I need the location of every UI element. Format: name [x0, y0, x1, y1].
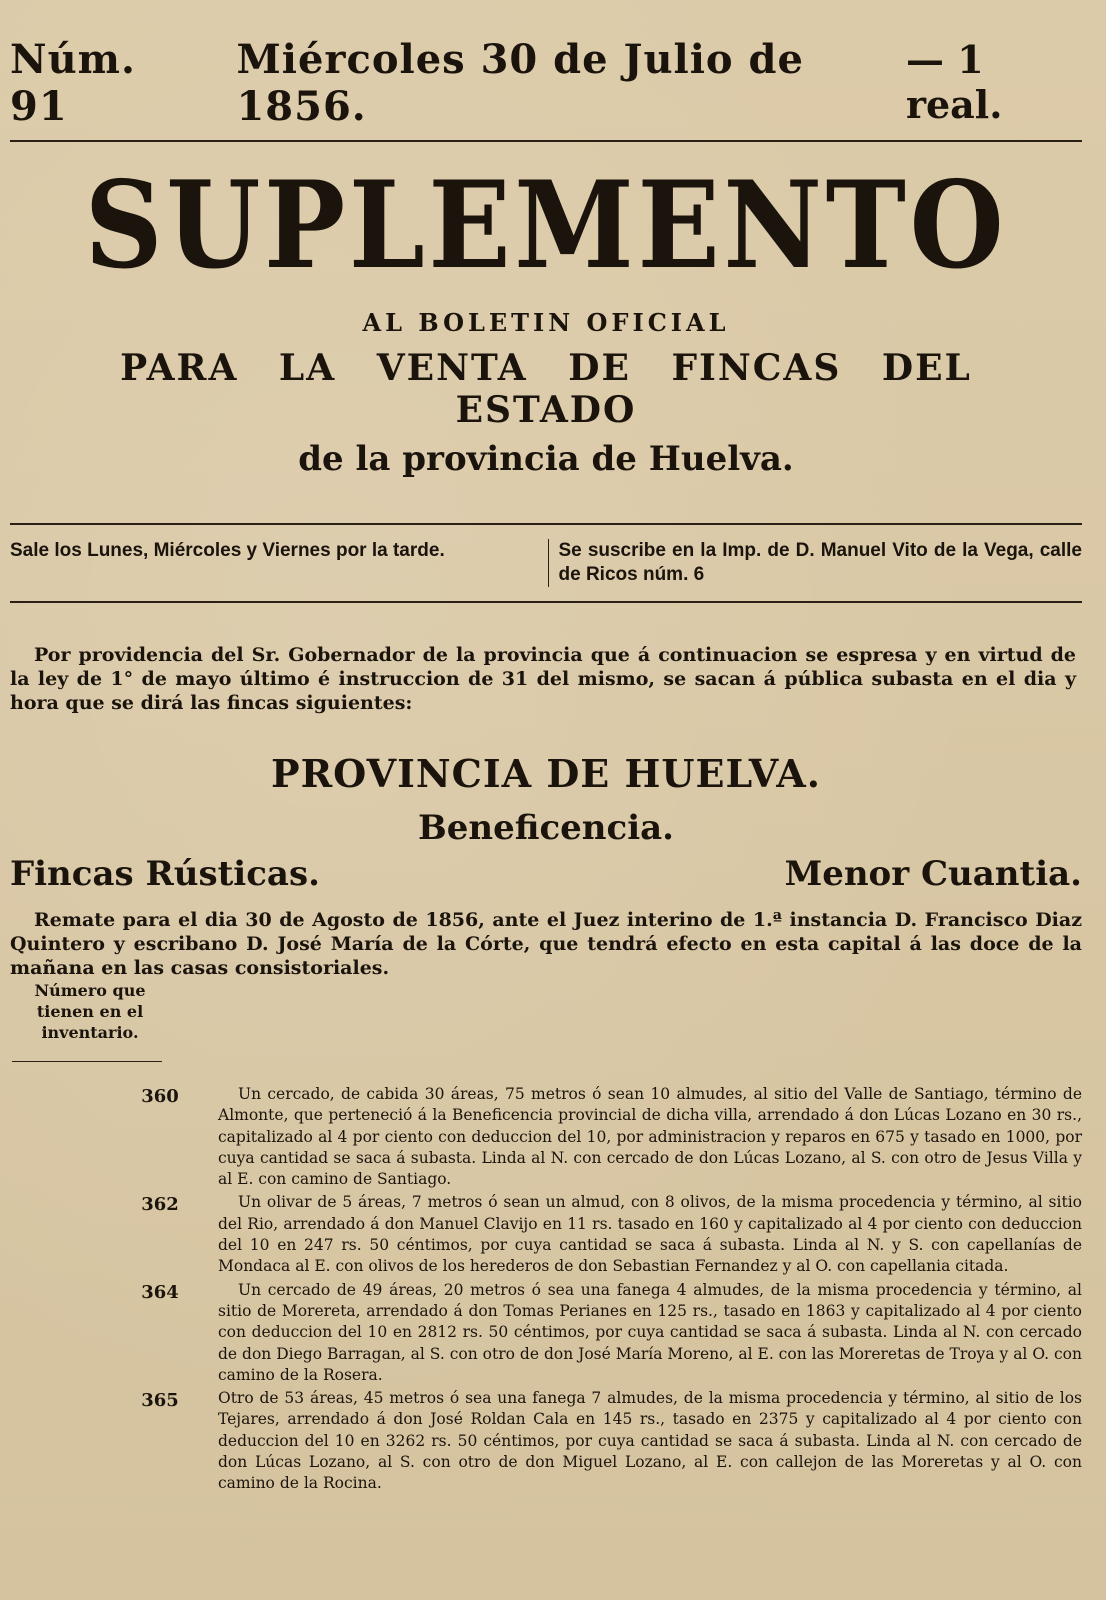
list-item	[10, 1388, 1082, 1494]
entries-list	[10, 1084, 1082, 1495]
entry-text	[210, 1280, 1082, 1386]
entry-body: Otro de 53 áreas, 45 metros ó sea una fanega 7 almudes, de la misma procedencia y término, al sitio de los Tejares, arrendado á don José Roldan Cala en 145 rs., tasado en 2375 y capitalizado al 4 por ciento con deduccion del 10 en 3262 rs. 50 céntimos, por cuya cantidad se saca á subasta. Linda al N. con cercado de don Lúcas Lozano, al S. con otro de don Miguel Lozano, al E. con callejon de las Moreretas y al O. con camino de la Rocina.	[218, 1389, 1082, 1493]
intro-paragraph	[10, 643, 1082, 715]
entry-number	[10, 1280, 210, 1386]
section-subtitle: Beneficencia.	[418, 808, 674, 848]
entry-number	[10, 1084, 210, 1190]
section-title: PROVINCIA DE HUELVA.	[271, 751, 821, 796]
entry-text	[210, 1084, 1082, 1190]
publication-info	[10, 523, 1082, 603]
issue-price: — 1 real.	[905, 37, 1003, 127]
masthead-rule	[10, 140, 1082, 142]
inventory-label: Número que tienen en el inventario.	[34, 981, 146, 1042]
list-item	[10, 1084, 1082, 1190]
issue-date: Miércoles 30 de Julio de 1856.	[236, 36, 804, 130]
masthead	[10, 0, 1082, 130]
category-left: Fincas Rústicas.	[10, 854, 320, 894]
entry-number-text: 362	[141, 1194, 179, 1216]
subtitle-boletin: AL BOLETIN OFICIAL	[362, 308, 730, 337]
entry-body: Un cercado, de cabida 30 áreas, 75 metros ó sean 10 almudes, al sitio del Valle de Santiago, término de Almonte, que perteneció á la Beneficencia provincial de dicha villa, arrendado á don Lúcas Lozano en 30 rs., capitalizado al 4 por ciento con deduccion del 10, por administracion y reparos en 675 y tasado en 1000, por cuya cantidad se saca á subasta. Linda al N. con cercado de don Lúcas Lozano, al S. con otro de Jesus Villa y al E. con camino de Santiago.	[218, 1085, 1082, 1189]
entry-text	[210, 1192, 1082, 1277]
intro-text: Por providencia del Sr. Gobernador de la provincia que á continuacion se espresa y en virtud de la ley de 1° de mayo último é instruccion de 31 del mismo, se sacan á pública subasta en el dia y hora que se dirá las fincas siguientes:	[10, 644, 1076, 714]
subtitle-provincia: de la provincia de Huelva.	[298, 439, 794, 479]
entry-number	[10, 1388, 210, 1494]
issue-number: Núm. 91	[10, 36, 136, 130]
page-title: SUPLEMENTO	[84, 155, 1008, 296]
subtitle-venta: PARA LA VENTA DE FINCAS DEL ESTADO	[120, 347, 972, 431]
entry-body: Un olivar de 5 áreas, 7 metros ó sean un almud, con 8 olivos, de la misma procedencia y término, al sitio del Rio, arrendado á don Manuel Clavijo en 11 rs. tasado en 160 y capitalizado al 4 por ciento con deduccion del 10 en 247 rs. 50 céntimos, por cuya cantidad se saca á subasta. Linda al N. y S. con capellanías de Mondaca al E. con olivos de los herederos de don Sebastian Fernandez y al O. con capellania citada.	[218, 1193, 1082, 1276]
remate-text: Remate para el dia 30 de Agosto de 1856, ante el Juez interino de 1.ª instancia D. Francisco Diaz Quintero y escribano D. José María de la Córte, que tendrá efecto en esta capital á las doce de la mañana en las casas consistoriales.	[10, 909, 1082, 979]
remate-paragraph	[10, 908, 1082, 980]
entry-number-text: 360	[141, 1086, 179, 1107]
publication-schedule: Sale los Lunes, Miércoles y Viernes por la tarde.	[10, 540, 445, 561]
entry-number-text: 364	[141, 1281, 179, 1303]
entry-number	[10, 1192, 210, 1277]
entry-text	[210, 1388, 1082, 1494]
entry-number-text: 365	[141, 1390, 179, 1412]
category-right: Menor Cuantia.	[784, 854, 1082, 894]
list-item	[10, 1192, 1082, 1277]
inventory-rule	[12, 1061, 162, 1062]
subscription-info: Se suscribe en la Imp. de D. Manuel Vito de la Vega, calle de Ricos núm. 6	[548, 539, 1083, 587]
list-item	[10, 1280, 1082, 1386]
category-row	[10, 854, 1082, 894]
entry-body: Un cercado de 49 áreas, 20 metros ó sea una fanega 4 almudes, de la misma procedencia y término, al sitio de Morereta, arrendado á don Tomas Perianes en 125 rs., tasado en 1863 y capitalizado al 4 por ciento con deduccion del 10 en 2812 rs. 50 céntimos, por cuya cantidad se saca á subasta. Linda al N. con cercado de don Diego Barragan, al S. con otro de don José María Moreno, al E. con las Moreretas de Troya y al O. con camino de la Rosera.	[218, 1280, 1082, 1384]
